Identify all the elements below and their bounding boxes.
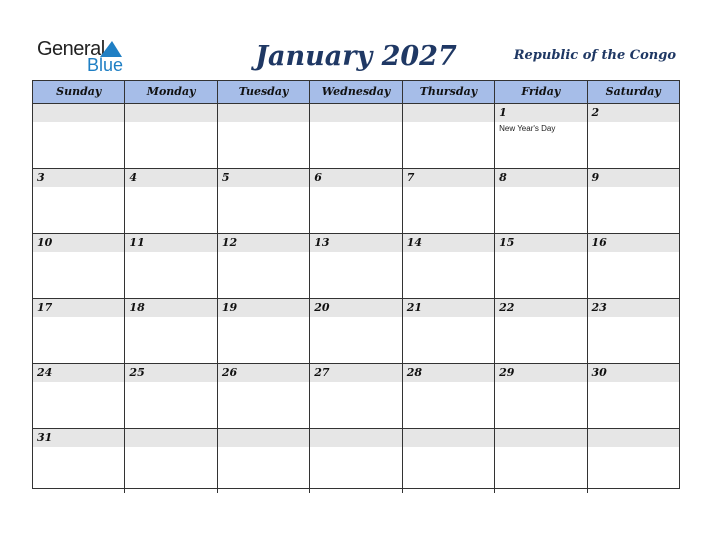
day-cell-24[interactable] (33, 364, 124, 428)
day-cell-21[interactable] (402, 299, 494, 363)
day-cell-7[interactable] (402, 169, 494, 233)
day-band (310, 104, 401, 122)
day-cell-27[interactable] (309, 364, 401, 428)
weekday-saturday: Saturday (587, 81, 679, 103)
day-cell-empty[interactable] (402, 104, 494, 168)
calendar-grid (32, 80, 680, 489)
day-number: 17 (37, 301, 53, 314)
day-band (495, 169, 586, 187)
week-row (33, 234, 679, 299)
day-number: 20 (314, 301, 330, 314)
day-number: 6 (314, 171, 322, 184)
day-number: 25 (129, 366, 145, 379)
day-number: 26 (221, 366, 238, 379)
logo-text-blue: Blue (87, 55, 124, 75)
day-number: 4 (129, 171, 138, 184)
day-cell-29[interactable] (494, 364, 586, 428)
day-cell-13[interactable] (309, 234, 401, 298)
day-number: 23 (591, 301, 607, 314)
day-cell-31[interactable] (33, 429, 124, 493)
day-cell-26[interactable] (217, 364, 309, 428)
day-cell-30[interactable] (587, 364, 679, 428)
day-cell-empty[interactable] (124, 429, 216, 493)
day-cell-empty[interactable] (124, 104, 216, 168)
day-cell-1[interactable] (494, 104, 586, 168)
weekday-thursday: Thursday (402, 81, 494, 103)
day-number: 2 (591, 106, 600, 119)
day-cell-4[interactable] (124, 169, 216, 233)
day-cell-empty[interactable] (217, 429, 309, 493)
day-cell-3[interactable] (33, 169, 124, 233)
day-number: 12 (221, 236, 238, 249)
day-number: 22 (499, 301, 515, 314)
week-row (33, 104, 679, 169)
day-number: 5 (221, 171, 230, 184)
day-number: 14 (406, 236, 422, 249)
day-band (403, 104, 494, 122)
day-cell-8[interactable] (494, 169, 586, 233)
day-cell-14[interactable] (402, 234, 494, 298)
day-number: 3 (37, 171, 45, 184)
day-number: 1 (499, 106, 507, 119)
week-row (33, 429, 679, 493)
day-band (588, 104, 679, 122)
day-number: 13 (314, 236, 330, 249)
day-cell-6[interactable] (309, 169, 401, 233)
day-number: 8 (499, 171, 507, 184)
day-cell-20[interactable] (309, 299, 401, 363)
day-band (588, 169, 679, 187)
day-band (125, 104, 216, 122)
week-row (33, 299, 679, 364)
calendar-title: January 2027 (255, 41, 457, 72)
day-number: 16 (591, 236, 607, 249)
day-cell-25[interactable] (124, 364, 216, 428)
weekday-header (33, 81, 679, 104)
day-band (33, 169, 124, 187)
day-cell-empty[interactable] (309, 104, 401, 168)
day-number: 18 (129, 301, 145, 314)
day-cell-empty[interactable] (494, 429, 586, 493)
day-cell-9[interactable] (587, 169, 679, 233)
day-number: 24 (37, 366, 53, 379)
day-cell-empty[interactable] (33, 104, 124, 168)
week-row (33, 169, 679, 234)
day-number: 28 (406, 366, 422, 379)
day-band (588, 429, 679, 447)
day-number: 7 (406, 171, 415, 184)
day-band (218, 429, 309, 447)
day-cell-23[interactable] (587, 299, 679, 363)
day-number: 10 (37, 236, 53, 249)
day-cell-10[interactable] (33, 234, 124, 298)
day-band (495, 104, 586, 122)
day-number: 15 (499, 236, 515, 249)
day-number: 31 (37, 431, 53, 444)
day-number: 29 (499, 366, 515, 379)
day-number: 11 (129, 236, 145, 249)
day-band (403, 169, 494, 187)
day-band (310, 429, 401, 447)
day-cell-15[interactable] (494, 234, 586, 298)
weekday-friday: Friday (494, 81, 586, 103)
day-number: 21 (406, 301, 422, 314)
day-cell-28[interactable] (402, 364, 494, 428)
day-cell-empty[interactable] (402, 429, 494, 493)
day-number: 27 (314, 366, 330, 379)
day-band (495, 429, 586, 447)
logo-text-general: General (37, 38, 105, 60)
weekday-monday: Monday (124, 81, 216, 103)
day-band (33, 104, 124, 122)
day-cell-5[interactable] (217, 169, 309, 233)
day-cell-2[interactable] (587, 104, 679, 168)
day-cell-19[interactable] (217, 299, 309, 363)
day-band (218, 169, 309, 187)
day-cell-18[interactable] (124, 299, 216, 363)
day-cell-22[interactable] (494, 299, 586, 363)
weekday-sunday: Sunday (56, 85, 102, 98)
day-band (310, 169, 401, 187)
day-band (125, 169, 216, 187)
day-band (403, 429, 494, 447)
weekday-tuesday: Tuesday (217, 81, 309, 103)
day-number: 9 (591, 171, 600, 184)
week-row (33, 364, 679, 429)
weekday-wednesday: Wednesday (309, 81, 401, 103)
day-cell-12[interactable] (217, 234, 309, 298)
day-number: 19 (221, 301, 238, 314)
day-band (125, 429, 216, 447)
day-cell-16[interactable] (587, 234, 679, 298)
day-number: 30 (591, 366, 607, 379)
country-name: Republic of the Congo (513, 48, 676, 63)
day-cell-11[interactable] (124, 234, 216, 298)
day-cell-empty[interactable] (309, 429, 401, 493)
day-cell-empty[interactable] (587, 429, 679, 493)
holiday-label: New Year's Day (499, 124, 556, 133)
day-cell-17[interactable] (33, 299, 124, 363)
day-cell-empty[interactable] (217, 104, 309, 168)
calendar-weeks (33, 104, 679, 493)
day-band (218, 104, 309, 122)
